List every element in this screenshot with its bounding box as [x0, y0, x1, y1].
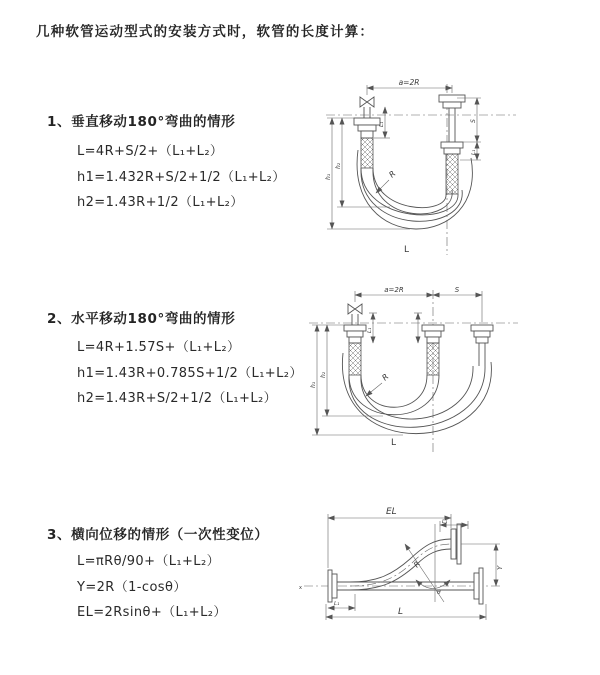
dim-label-l1-bottom: L₁: [334, 601, 340, 607]
diagram-vertical-180-bend: [310, 72, 590, 257]
centerlines: [326, 84, 516, 255]
fitting-length-dimensions: [367, 313, 422, 343]
dim-label-h1: h₁: [310, 381, 317, 388]
radius-callout: [366, 372, 390, 396]
dim-label-l1-top: L₁: [442, 519, 448, 525]
diagram-lateral-displacement: [298, 498, 600, 645]
section-2-formula-L: L=4R+1.57S+（L₁+L₂）: [77, 340, 241, 355]
diagram-horizontal-180-bend: [303, 278, 600, 458]
section-1-formula-h2: h2=1.43R+1/2（L₁+L₂）: [77, 195, 244, 210]
radius-label: R: [411, 559, 422, 570]
dim-label-h1: h₁: [325, 173, 332, 180]
dim-label-l1-left: L₁: [379, 121, 385, 127]
right-flange-fitting: [439, 95, 465, 194]
section-2-formula-h2: h2=1.43R+S/2+1/2（L₁+L₂）: [77, 391, 277, 406]
dim-label-y: Y: [496, 565, 504, 570]
l-dimension: [326, 594, 486, 620]
top-dimension: [367, 78, 452, 95]
radius-label: R: [380, 372, 391, 383]
section-2-formula-h1: h1=1.43R+0.785S+1/2（L₁+L₂）: [77, 366, 303, 381]
hose-braid-middle: [427, 343, 439, 375]
section-1-formula-L: L=4R+S/2+（L₁+L₂）: [77, 144, 224, 159]
centerlines: [309, 290, 518, 454]
radius-label: R: [387, 169, 398, 180]
left-flange-fitting: [354, 118, 380, 168]
axis-label: x: [299, 585, 302, 591]
hose-braid-right: [446, 154, 458, 194]
dim-label-l1: L₁: [367, 327, 373, 333]
top-dimensions: [355, 286, 482, 322]
section-3-formula-Y: Y=2R（1-cosθ）: [77, 580, 187, 595]
radius-callout: [376, 169, 397, 193]
hose-braid-left: [349, 343, 361, 375]
theta-label: θ: [437, 589, 441, 596]
page-title: 几种软管运动型式的安装方式时，软管的长度计算：: [36, 24, 375, 40]
section-3-formula-EL: EL=2Rsinθ+（L₁+L₂）: [77, 605, 227, 620]
el-dimension: [328, 507, 468, 568]
hose-bend-arcs: [342, 353, 491, 434]
dim-label-h2: h₂: [335, 162, 342, 169]
right-flange: [474, 568, 483, 604]
middle-flange-fitting: [422, 325, 444, 375]
dim-label-a2r: a=2R: [384, 286, 404, 294]
dim-label-el: EL: [386, 507, 397, 517]
section-1-formula-h1: h1=1.432R+S/2+1/2（L₁+L₂）: [77, 170, 286, 185]
section-2-heading: 2、水平移动180°弯曲的情形: [47, 311, 236, 327]
left-flange: [328, 570, 337, 602]
valve-icon: [348, 304, 362, 325]
top-right-flange: [451, 524, 461, 564]
hose-braid-left: [361, 138, 373, 168]
dim-label-l: L: [398, 607, 404, 617]
dim-label-h2: h₂: [320, 371, 327, 378]
length-label: L: [404, 245, 410, 255]
section-3-heading: 3、横向位移的情形（一次性变位）: [47, 527, 269, 543]
left-flange-fitting: [344, 325, 366, 375]
length-label: L: [391, 438, 397, 448]
dim-label-s: S: [470, 119, 477, 123]
section-3-formula-L: L=πRθ/90+（L₁+L₂）: [77, 554, 220, 569]
dim-label-s: S: [454, 286, 460, 294]
dim-label-l1-right: L₁: [471, 149, 477, 155]
dim-label-a2r: a=2R: [398, 78, 420, 87]
right-flange-fitting: [471, 325, 493, 366]
section-1-heading: 1、垂直移动180°弯曲的情形: [47, 114, 236, 130]
